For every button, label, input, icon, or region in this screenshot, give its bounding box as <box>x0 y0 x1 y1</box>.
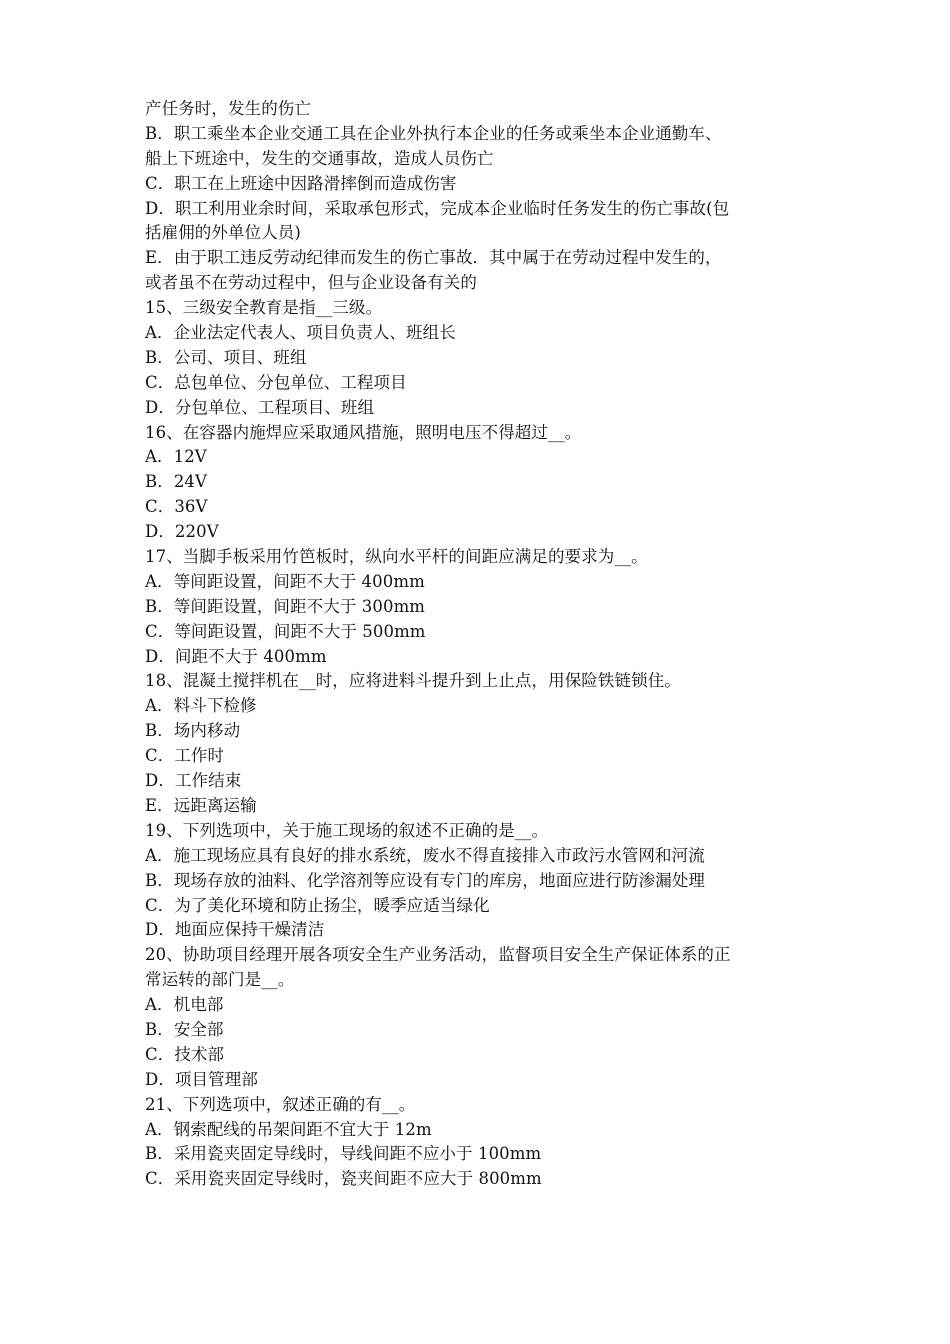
option-line: A．机电部 <box>145 995 224 1015</box>
question-19: 19、下列选项中，关于施工现场的叙述不正确的是__。 <box>145 820 549 840</box>
text-line: 船上下班途中，发生的交通事故，造成人员伤亡 <box>145 148 494 168</box>
option-line: B．采用瓷夹固定导线时，导线间距不应小于 100mm <box>145 1144 542 1164</box>
option-line: C．36V <box>145 497 208 517</box>
option-line: B．场内移动 <box>145 721 241 741</box>
option-line: B．等间距设置，间距不大于 300mm <box>145 596 426 616</box>
text-line: E．由于职工违反劳动纪律而发生的伤亡事故．其中属于在劳动过程中发生的， <box>145 248 722 268</box>
text-line: 括雇佣的外单位人员) <box>145 223 301 243</box>
option-line: B．24V <box>145 472 208 492</box>
option-line: D．项目管理部 <box>145 1069 258 1089</box>
option-line: A．钢索配线的吊架间距不宜大于 12m <box>145 1119 432 1139</box>
question-15: 15、三级安全教育是指__三级。 <box>145 298 383 318</box>
option-line: C．为了美化环境和防止扬尘，暖季应适当绿化 <box>145 895 490 915</box>
option-line: A．12V <box>145 447 207 467</box>
text-line: B．职工乘坐本企业交通工具在企业外执行本企业的任务或乘坐本企业通勤车、 <box>145 123 722 143</box>
option-line: D．间距不大于 400mm <box>145 646 327 666</box>
option-line: A．施工现场应具有良好的排水系统，废水不得直接排入市政污水管网和河流 <box>145 845 705 865</box>
option-line: C．工作时 <box>145 746 225 766</box>
text-line: D．职工利用业余时间，采取承包形式，完成本企业临时任务发生的伤亡事故(包 <box>145 198 730 218</box>
question-20: 20、协助项目经理开展各项安全生产业务活动，监督项目安全生产保证体系的正 <box>145 945 731 965</box>
question-21: 21、下列选项中，叙述正确的有__。 <box>145 1094 416 1114</box>
text-line: 或者虽不在劳动过程中，但与企业设备有关的 <box>145 273 477 293</box>
option-line: B．公司、项目、班组 <box>145 347 307 367</box>
text-line: 产任务时，发生的伤亡 <box>145 99 311 118</box>
option-line: E．远距离运输 <box>145 795 257 815</box>
question-16: 16、在容器内施焊应采取通风措施，照明电压不得超过__。 <box>145 422 582 442</box>
document-page <box>145 97 815 1192</box>
option-line: A．企业法定代表人、项目负责人、班组长 <box>145 323 456 343</box>
option-line: B．安全部 <box>145 1019 224 1039</box>
option-line: B．现场存放的油料、化学溶剂等应设有专门的库房，地面应进行防渗漏处理 <box>145 870 706 890</box>
option-line: C．等间距设置，间距不大于 500mm <box>145 621 426 641</box>
option-line: D．地面应保持干燥清洁 <box>145 920 325 940</box>
option-line: C．采用瓷夹固定导线时，瓷夹间距不应大于 800mm <box>145 1169 542 1189</box>
option-line: C．技术部 <box>145 1044 225 1064</box>
option-line: A．料斗下检修 <box>145 696 257 716</box>
text-line: 常运转的部门是__。 <box>145 970 295 990</box>
option-line: D．分包单位、工程项目、班组 <box>145 397 375 417</box>
question-18: 18、混凝土搅拌机在__时，应将进料斗提升到上止点，用保险铁链锁住。 <box>145 671 681 691</box>
option-line: A．等间距设置，间距不大于 400mm <box>145 571 425 591</box>
text-line: C．职工在上班途中因路滑摔倒而造成伤害 <box>145 173 457 193</box>
option-line: D．220V <box>145 522 219 542</box>
question-17: 17、当脚手板采用竹笆板时，纵向水平杆的间距应满足的要求为__。 <box>145 547 648 567</box>
option-line: C．总包单位、分包单位、工程项目 <box>145 372 407 392</box>
option-line: D．工作结束 <box>145 771 242 791</box>
